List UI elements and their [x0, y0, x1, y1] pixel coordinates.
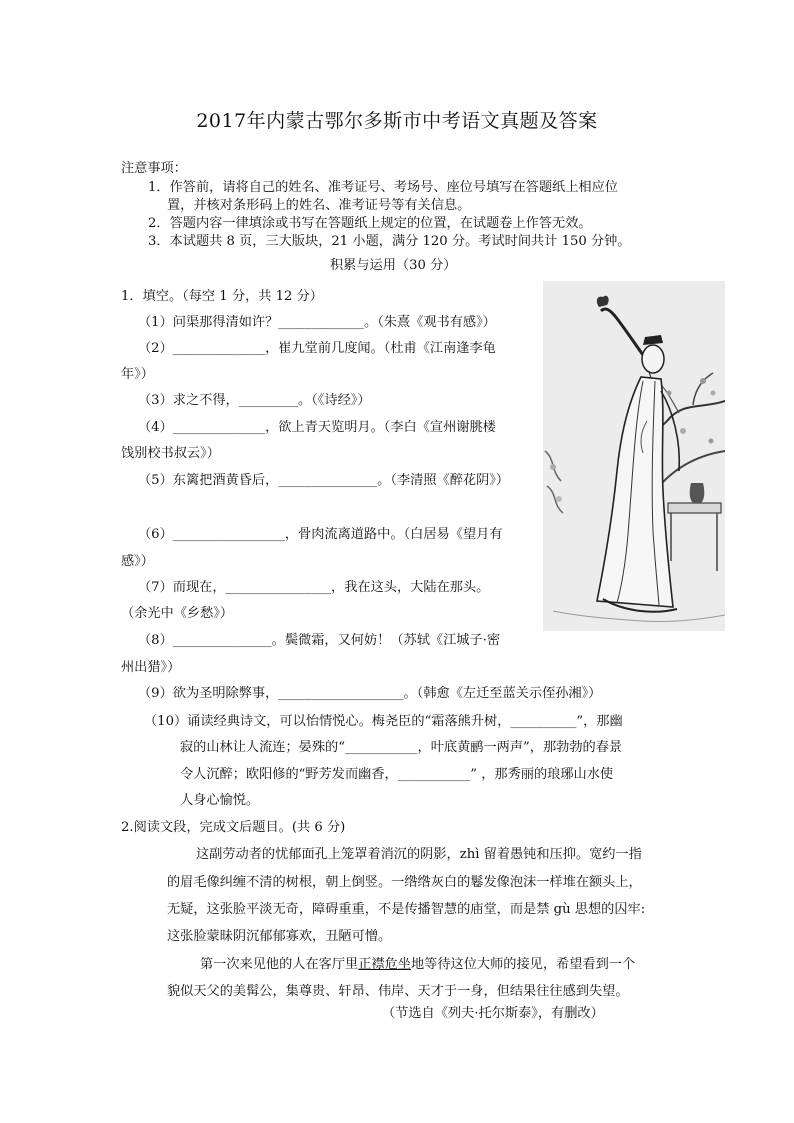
q1-line: 令人沉醉；欧阳修的“野芳发而幽香，___________” ，那秀丽的琅琊山水使 [180, 767, 614, 782]
q1-line: 感》） [121, 554, 154, 569]
notice-heading: 注意事项： [121, 161, 187, 176]
q1-line: 年》） [121, 367, 154, 382]
q1-line: （1）问渠那得清如许？_____________。（朱熹《观书有感》） [138, 315, 496, 330]
ancient-poet-ink-drawing-icon [543, 281, 725, 631]
q2-paragraph-line: 这张脸蒙昧阴沉郁郁寡欢，丑陋可憎。 [167, 929, 392, 944]
q1-line: （余光中《乡愁》） [121, 606, 234, 621]
q2-source: （节选自《列夫·托尔斯泰》，有删改） [382, 1006, 604, 1021]
q1-line: （3）求之不得，_________。（《诗经》） [138, 393, 371, 408]
q1-line: 寂的山林让人流连；晏殊的“___________，叶底黄鹂一两声”，那勃勃的春景 [180, 740, 623, 755]
notice-line: 3．本试题共 8 页，三大版块，21 小题，满分 120 分。考试时间共计 150 分钟。 [148, 234, 631, 249]
q1-heading: 1．填空。（每空 1 分，共 12 分） [121, 289, 323, 304]
q1-line: （4）______________，欲上青天览明月。（李白《宣州谢朓楼 [138, 420, 496, 435]
q1-line: （8）_______________。鬓微霜，又何妨！（苏轼《江城子·密 [138, 633, 501, 648]
q2-paragraph-line: 无疑，这张脸平淡无奇，障碍重重，不是传播智慧的庙堂，而是禁 gù 思想的囚牢: [167, 902, 646, 917]
q2-paragraph-line [200, 957, 635, 973]
q1-line: 州出猎》） [121, 660, 181, 675]
page-title: 2017年内蒙古鄂尔多斯市中考语文真题及答案 [196, 110, 598, 132]
q1-line: （7）而现在，________________，我在这头，大陆在那头。 [138, 580, 490, 595]
notice-line: 置，并核对条形码上的姓名、准考证号等有关信息。 [167, 198, 471, 213]
q2-p2-underlined-idiom: 正襟危坐 [358, 957, 411, 972]
q2-paragraph-line: 这副劳动者的忧郁面孔上笼罩着消沉的阴影，zhì 留着愚钝和压抑。宽约一指 [196, 847, 642, 862]
section-heading: 积累与运用（30 分） [330, 258, 457, 273]
notice-line: 1．作答前，请将自己的姓名、准考证号、考场号、座位号填写在答题纸上相应位 [148, 180, 618, 195]
q1-line: （9）欲为圣明除弊事，___________________。（韩愈《左迁至蓝关示侄孙湘》） [138, 686, 602, 701]
q2-paragraph-line: 貌似天父的美髯公，集尊贵、轩昂、伟岸、天才于一身，但结果往往感到失望。 [167, 984, 629, 999]
q1-line: （2）______________，崔九堂前几度闻。（杜甫《江南逢李龟 [138, 341, 496, 356]
q2-paragraph-line: 的眉毛像纠缠不清的树根，朝上倒竖。一绺绺灰白的鬈发像泡沫一样堆在额头上， [167, 875, 642, 890]
q1-line: （10）诵读经典诗文，可以怡情悦心。梅尧臣的“霜落熊升树，__________”，那幽 [144, 714, 623, 729]
notice-line: 2．答题内容一律填涂或书写在答题纸上规定的位置，在试题卷上作答无效。 [148, 216, 592, 231]
q1-line: （5）东篱把酒黄昏后，_______________。（李清照《醉花阴》） [138, 473, 510, 488]
q2-p2-pre: 第一次来见他的人在客厅里 [200, 957, 359, 972]
q2-p2-post: 地等待这位大师的接见，希望看到一个 [411, 957, 636, 972]
q1-line: 饯别校书叔云》） [121, 446, 220, 461]
q1-line: 人身心愉悦。 [180, 793, 260, 808]
q1-line: （6）_________________，骨肉流离道路中。（白居易《望月有 [138, 527, 503, 542]
q2-heading: 2.阅读文段，完成文后题目。(共 6 分) [121, 820, 346, 835]
